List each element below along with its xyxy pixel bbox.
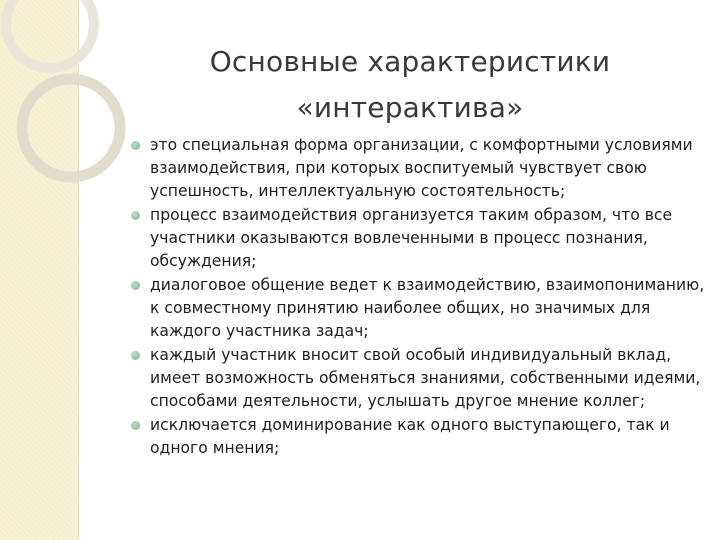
bullet-text: это специальная форма организации, с комфортными условиями взаимодействия, при которых воспитуемый чувствует свою успешность, интеллектуальную состоятельность;	[150, 136, 693, 200]
round-bullet-icon	[131, 421, 140, 430]
bullet-text: диалоговое общение ведет к взаимодействию, взаимопониманию, к совместному принятию наиболее общих, но значимых для каждого участника задач;	[150, 276, 705, 340]
round-bullet-icon	[131, 141, 140, 150]
slide-title-line: Основные характеристики	[209, 44, 611, 78]
slide-title	[140, 39, 680, 131]
round-bullet-icon	[131, 351, 140, 360]
side-band-edge	[78, 0, 79, 540]
slide-title-line: «интерактива»	[296, 90, 524, 124]
bullet-text: исключается доминирование как одного выступающего, так и одного мнения;	[150, 416, 670, 457]
bullet-text: каждый участник вносит свой особый индивидуальный вклад, имеет возможность обменяться знаниями, собственными идеями, способами деятельности, услышать другое мнение коллег;	[150, 346, 701, 410]
bullet-item	[128, 134, 708, 203]
bullet-text: процесс взаимодействия организуется таким образом, что все участники оказываются вовлеченными в процесс познания, обсуждения;	[150, 206, 673, 270]
bullet-item	[128, 204, 708, 273]
bullet-item	[128, 414, 708, 460]
decorative-side-band	[0, 0, 78, 540]
bullet-list	[128, 134, 708, 461]
round-bullet-icon	[131, 281, 140, 290]
bullet-item	[128, 274, 708, 343]
round-bullet-icon	[131, 211, 140, 220]
bullet-item	[128, 344, 708, 413]
